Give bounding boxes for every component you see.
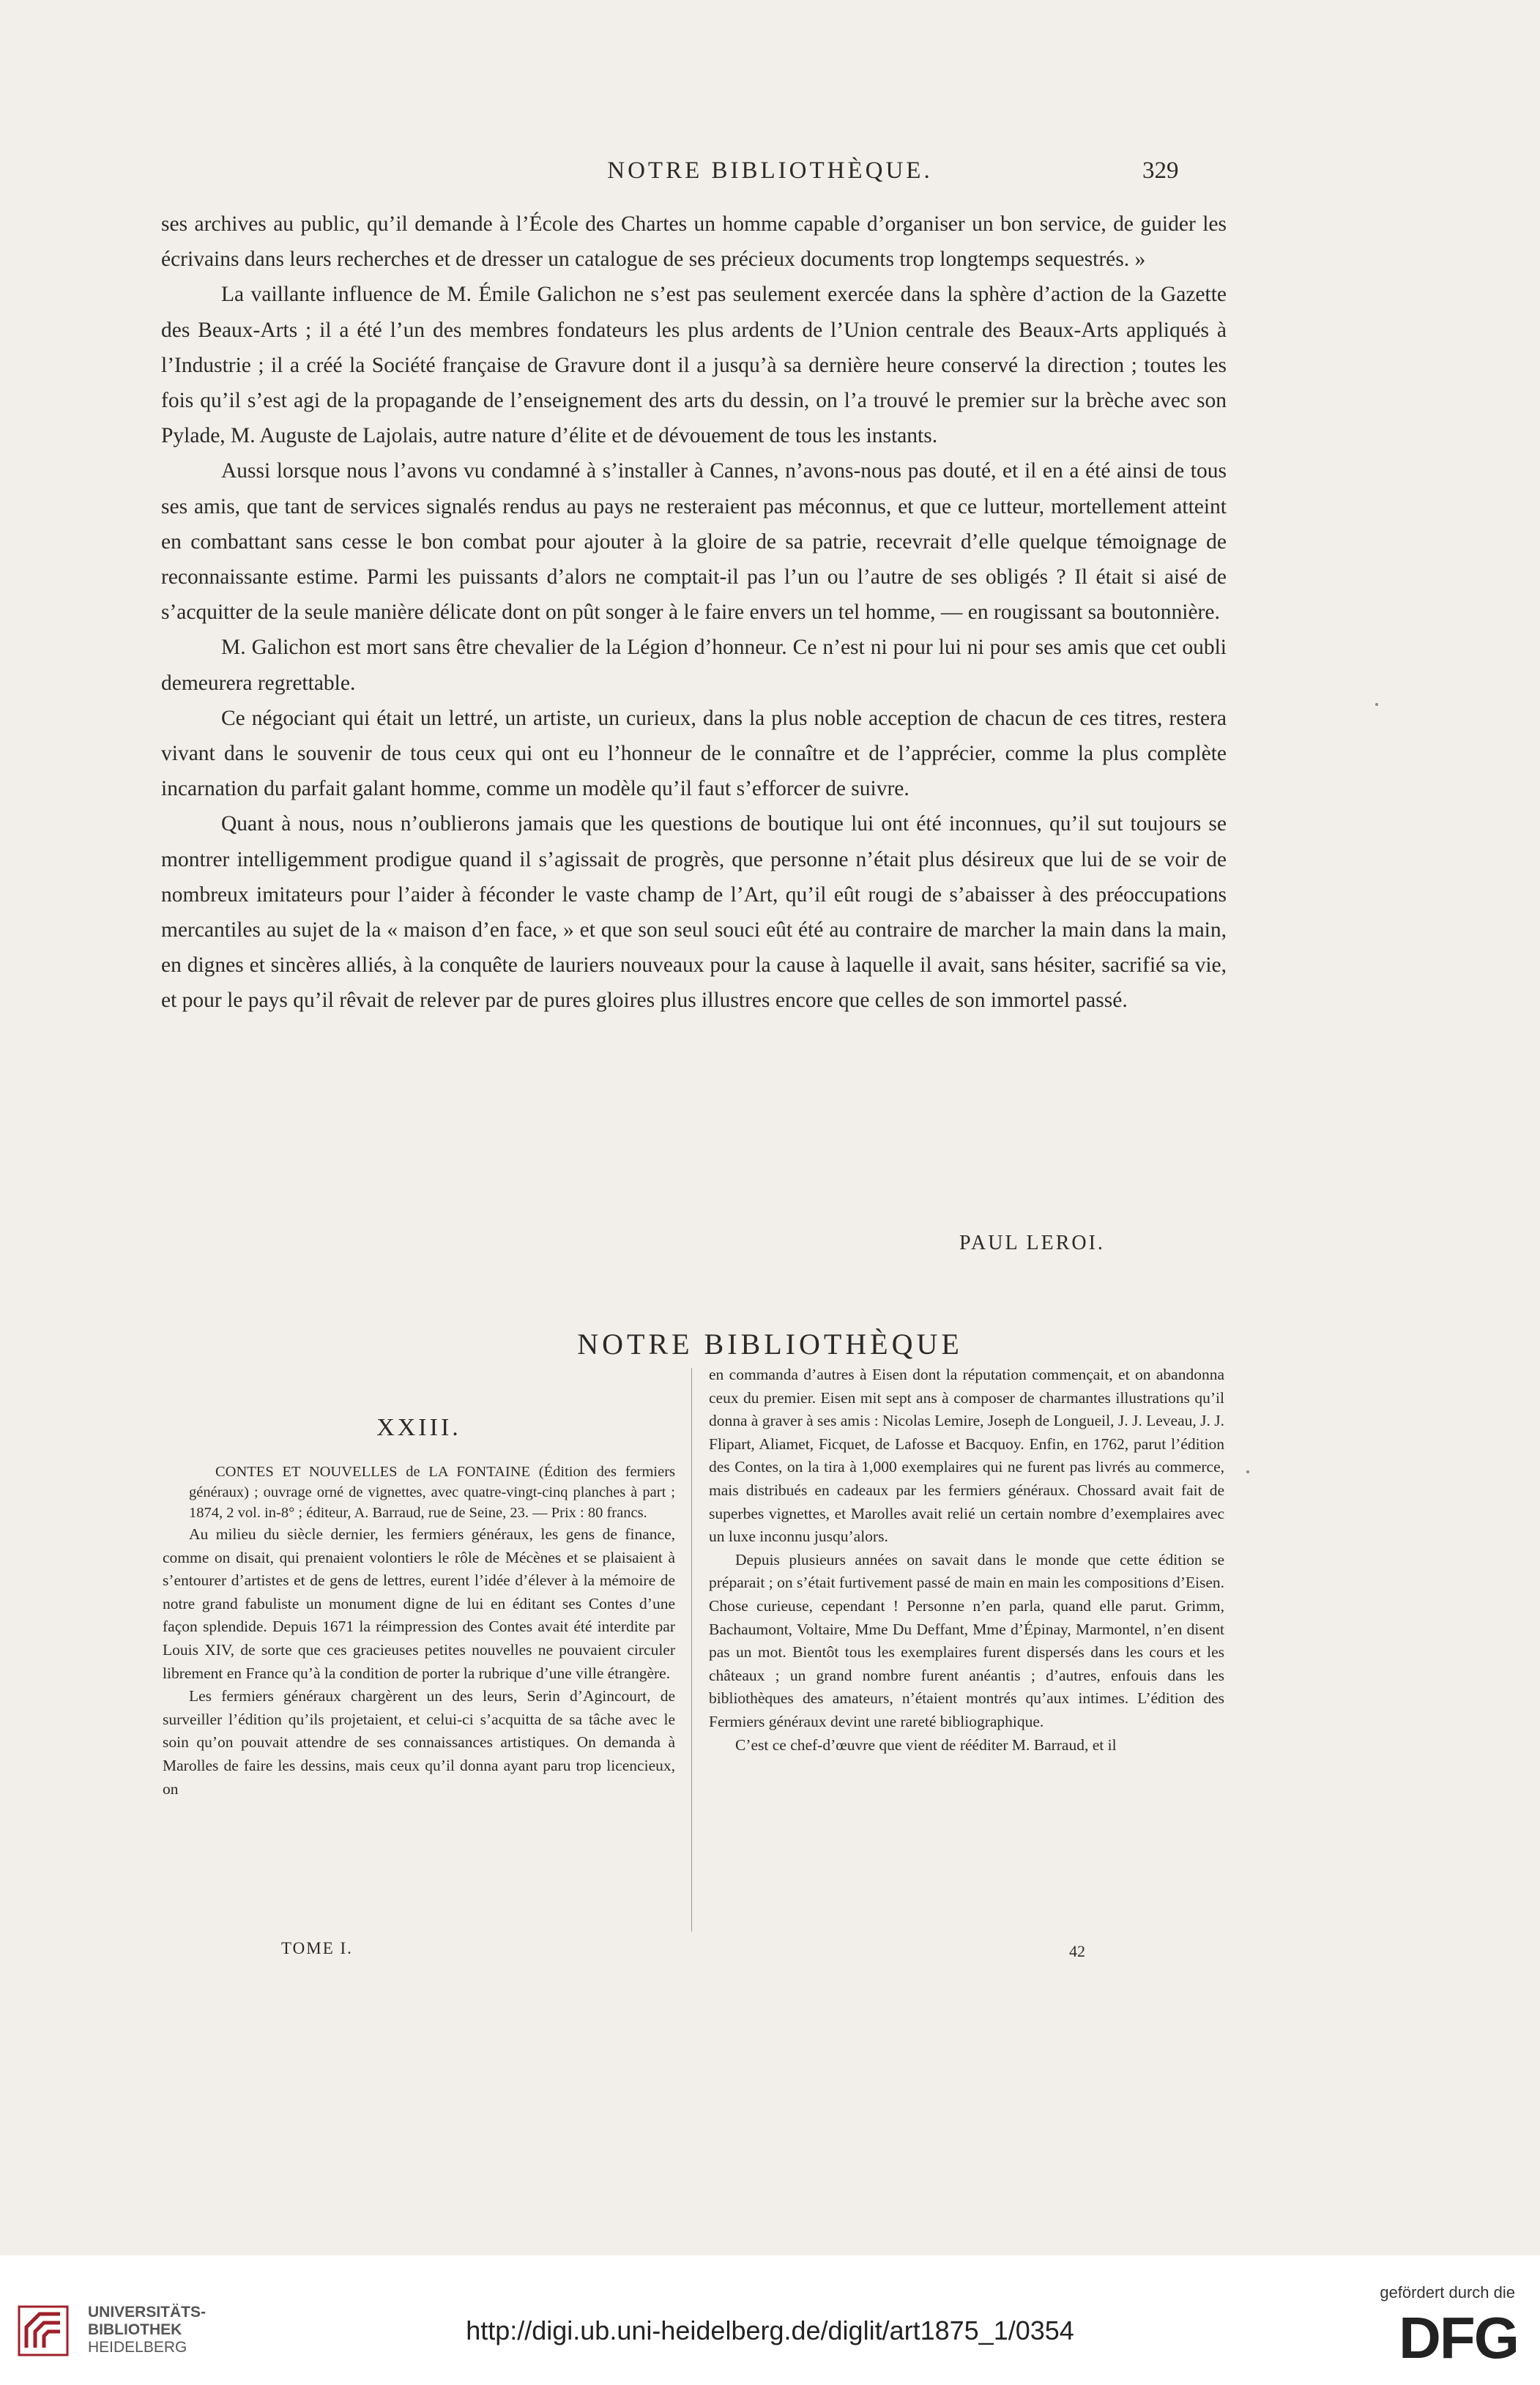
book-entry: CONTES ET NOUVELLES de LA FONTAINE (Édition des fermiers généraux) ; ouvrage orné de vignettes, avec quatre-vingt-cinq planches à part ; 1874, 2 vol. in-8° ; éditeur, A. Barraud, rue de Seine, 23. — Prix : 80 francs. — [189, 1464, 675, 1521]
paragraph: La vaillante influence de M. Émile Galichon ne s’est pas seulement exercée dans la sphère d’action de la Gazette des Beaux-Arts ; il a été l’un des membres fondateurs les plus ardents de l’Union centrale des Beaux-Arts appliqués à l’Industrie ; il a créé la Société française de Gravure dont il a jusqu’à sa dernière heure conservé la direction ; toutes les fois qu’il s’est agi de la propagande de l’enseignement des arts du dessin, on l’a trouvé le premier sur la brèche avec son Pylade, M. Auguste de Lajolais, autre nature d’élite et de dévouement de tous les instants. — [161, 283, 1227, 448]
dfg-logo-icon[interactable]: DFG — [1399, 2305, 1518, 2370]
left-column — [163, 1413, 675, 1801]
library-line: HEIDELBERG — [88, 2339, 187, 2356]
signature: PAUL LEROI. — [959, 1232, 1105, 1254]
sheet-number: 42 — [1069, 1942, 1085, 1960]
running-title: NOTRE BIBLIOTHÈQUE. — [607, 157, 933, 184]
paragraph: M. Galichon est mort sans être chevalier de la Légion d’honneur. Ce n’est ni pour lui ni pour ses amis que cet oubli demeurera regrettable. — [161, 636, 1227, 695]
paragraph: Depuis plusieurs années on savait dans le monde que cette édition se préparait ; on s’était furtivement passé de main en main les compositions d’Eisen. Chose curieuse, cependant ! Personne n’en parla, quand elle parut. Grimm, Bachaumont, Voltaire, Mme Du Deffant, Mme d’Épinay, Marmontel, n’en disent pas un mot. Bientôt tous les exemplaires furent dispersés dans les cours et les châteaux ; un grand nombre furent anéantis ; d’autres, enfouis dans les bibliothèques des amateurs, n’étaient montrés qu’aux intimes. L’édition des Fermiers généraux devint une rareté bibliographique. — [709, 1550, 1224, 1730]
page-number: 329 — [1142, 157, 1179, 184]
right-column — [709, 1363, 1224, 1757]
paragraph: ses archives au public, qu’il demande à l’École des Chartes un homme capable d’organiser un bon service, de guider les écrivains dans leurs recherches et de dresser un catalogue de ses précieux documents trop longtemps sequestrés. » — [161, 212, 1227, 272]
paper-speck — [1246, 1470, 1249, 1473]
paragraph: en commanda d’autres à Eisen dont la réputation commençait, et on abandonna ceux du premier. Eisen mit sept ans à composer de charmantes illustrations qu’il donna à graver à ses amis : Nicolas Lemire, Joseph de Longueil, J. J. Leveau, J. J. Flipart, Aliamet, Ficquet, de Lafosse et Bacquoy. Enfin, en 1762, parut l’édition des Contes, on la tira à 1,000 exemplaires qui ne furent pas livrés au commerce, mais distribués en cadeaux par les fermiers généraux. Chossard avait fait de superbes vignettes, et Marolles avait relié un certain nombre d’exemplaires avec un luxe inconnu jusqu’alors. — [709, 1366, 1224, 1546]
paragraph: Au milieu du siècle dernier, les fermiers généraux, les gens de finance, comme on disait, qui prenaient volontiers le rôle de Mécènes et se plaisaient à s’entourer d’artistes et de gens de lettres, eurent l’idée d’élever à la mémoire de notre grand fabuliste un monument digne de lui en éditant ses Contes d’une façon splendide. Depuis 1671 la réimpression des Contes avait été interdite par Louis XIV, de sorte que ces gracieuses petites nouvelles ne pouvaient circuler librement en France qu’à la condition de porter la rubrique d’une ville étrangère. — [163, 1525, 675, 1682]
paper-speck — [1375, 703, 1378, 706]
footer-bar — [0, 2255, 1540, 2385]
paragraph: Quant à nous, nous n’oublierons jamais que les questions de boutique lui ont été inconnues, qu’il sut toujours se montrer intelligemment prodigue quand il s’agissait de progrès, que personne n’était plus désireux que lui de se voir de nombreux imitateurs pour l’aider à féconder le vaste champ de l’Art, qu’il eût rougi de s’abaisser à des préoccupations mercantiles au sujet de la « maison d’en face, » et que son seul souci eût été au contraire de marcher la main dans la main, en dignes et sincères alliés, à la conquête de lauriers nouveaux pour la cause à laquelle il avait, sans hésiter, sacrifié sa vie, et pour le pays qu’il rêvait de relever par de pures gloires plus illustres encore que celles de son immortel passé. — [161, 812, 1227, 1013]
permalink-url[interactable]: http://digi.ub.uni-heidelberg.de/diglit/art1875_1/0354 — [466, 2315, 1074, 2345]
paragraph: Les fermiers généraux chargèrent un des leurs, Serin d’Agincourt, de surveiller l’édition qu’ils projetaient, et celui-ci s’acquitta de sa tâche avec le soin qu’on pouvait attendre de ses connaissances artistiques. On demanda à Marolles de faire les dessins, mais ceux qu’il donna ayant paru trop licencieux, on — [163, 1687, 675, 1798]
article-body — [161, 206, 1227, 1019]
section-number: XXIII. — [376, 1414, 461, 1441]
library-line: UNIVERSITÄTS- — [88, 2304, 207, 2321]
funded-by-label: gefördert durch die — [1380, 2283, 1515, 2302]
paragraph: C’est ce chef-d’œuvre que vient de rééditer M. Barraud, et il — [735, 1735, 1117, 1754]
section-title: NOTRE BIBLIOTHÈQUE — [577, 1328, 963, 1361]
tome-label: TOME I. — [281, 1939, 353, 1957]
paragraph: Ce négociant qui était un lettré, un artiste, un curieux, dans la plus noble acception de chacun de ces titres, restera vivant dans le souvenir de tous ceux qui ont eu l’honneur de le connaître et de l’apprécier, comme la plus complète incarnation du parfait galant homme, comme un modèle qu’il faut s’efforcer de suivre. — [161, 706, 1227, 801]
column-divider — [691, 1368, 692, 1932]
library-line: BIBLIOTHEK — [88, 2321, 182, 2338]
paragraph: Aussi lorsque nous l’avons vu condamné à s’installer à Cannes, n’avons-nous pas douté, et il en a été ainsi de tous ses amis, que tant de services signalés rendus au pays ne resteraient pas méconnus, et que ce lutteur, mortellement atteint en combattant sans cesse le bon combat pour ajouter à la gloire de sa patrie, recevrait d’elle quelque témoignage de reconnaissante estime. Parmi les puissants d’alors ne comptait-il pas l’un ou l’autre de ses obligés ? Il était si aisé de s’acquitter de la seule manière délicate dont on pût songer à le faire envers un tel homme, — en rougissant sa boutonnière. — [161, 459, 1227, 625]
